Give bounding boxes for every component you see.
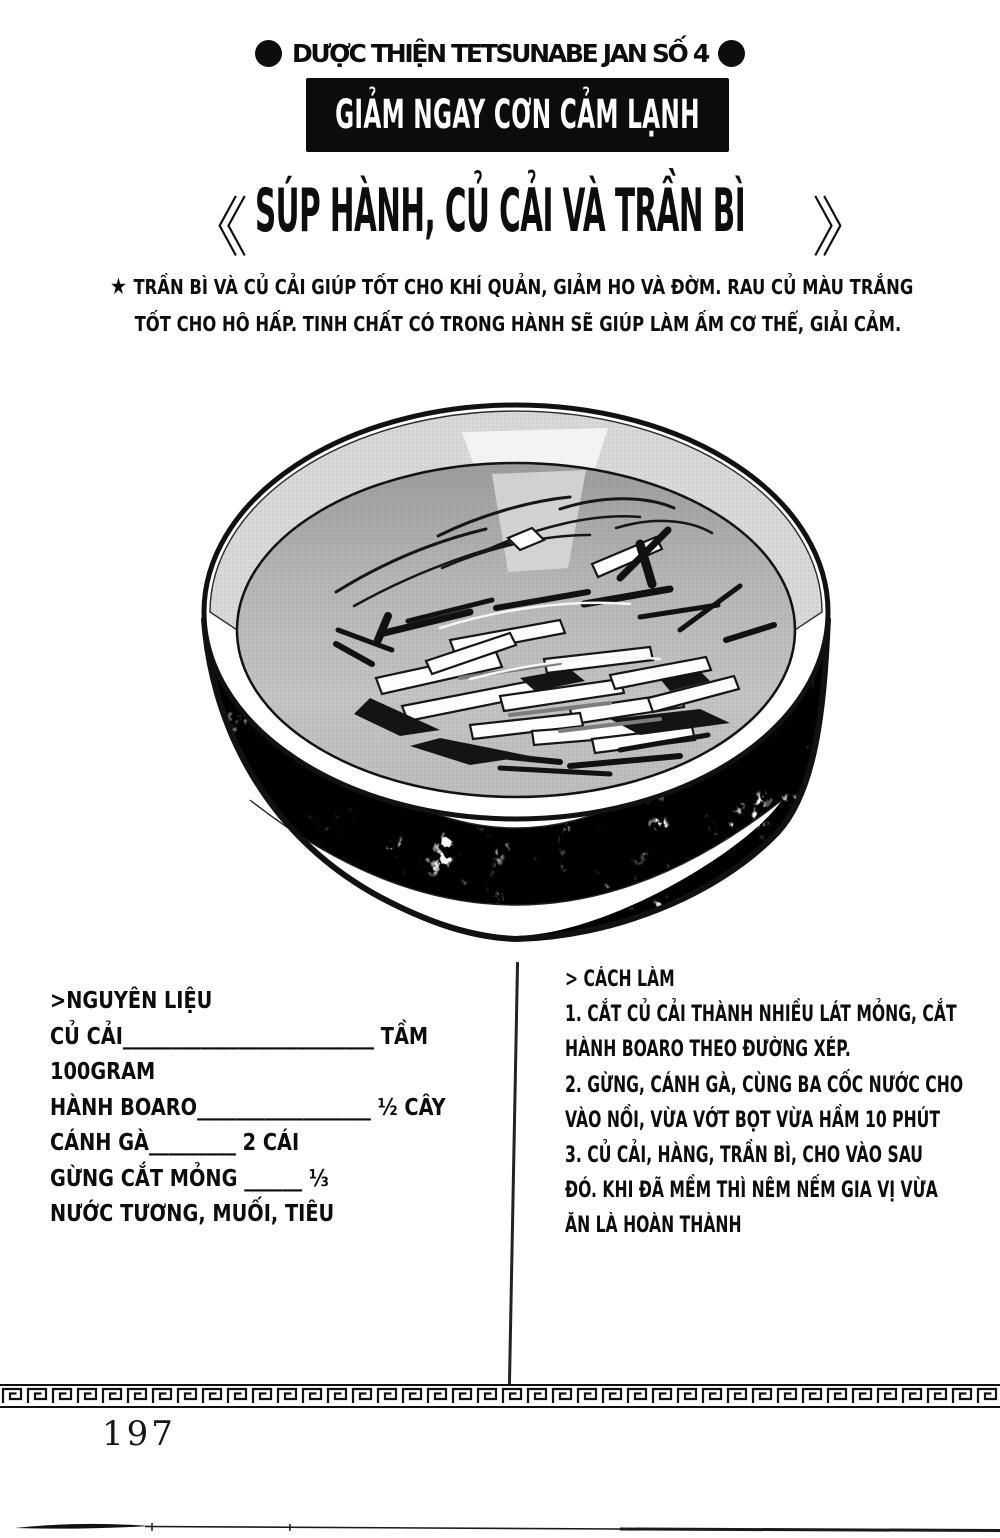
subtitle-banner-label: GIẢM NGAY CƠN CẢM LẠNH: [335, 92, 700, 138]
method-heading: > CÁCH LÀM: [565, 967, 675, 992]
method-line: HÀNH BOARO THEO ĐƯỜNG XÉP.: [565, 1037, 851, 1063]
intro-text: TRẦN BÌ VÀ CỦ CẢI GIÚP TỐT CHO KHÍ QUẢN, GIẢM HO VÀ ĐỜM. RAU CỦ MÀU TRẮNG: [133, 275, 914, 299]
soup-bowl-illustration: [140, 378, 890, 953]
method-line: 2. GỪNG, CÁNH GÀ, CÙNG BA CỐC NƯỚC CHO: [565, 1072, 964, 1098]
page-edge-line: [0, 1520, 1000, 1536]
meander-border: [0, 1383, 1000, 1409]
intro-note: [110, 269, 990, 343]
ingredient-line: HÀNH BOARO__________________ ½ CÂY: [50, 1094, 446, 1121]
ingredient-line: 100GRAM: [50, 1059, 156, 1085]
recipe-title: SÚP HÀNH, CỦ CẢI VÀ TRẦN BÌ: [255, 176, 746, 246]
ingredients-section: [50, 984, 520, 1233]
ingredients-heading: >NGUYÊN LIỆU: [50, 988, 213, 1014]
recipe-title-row: [0, 176, 1000, 267]
method-line: VÀO NỒI, VỪA VỚT BỌT VỪA HẦM 10 PHÚT: [565, 1107, 940, 1133]
star-icon: ★: [110, 274, 127, 300]
open-bracket-icon: 《: [186, 189, 249, 267]
ingredient-line: GỪNG CẮT MỎNG ______ ⅓: [50, 1165, 329, 1192]
method-line: ĂN LÀ HOÀN THÀNH: [565, 1213, 742, 1239]
intro-line: [110, 269, 914, 306]
ingredient-line: NƯỚC TƯƠNG, MUỐI, TIÊU: [50, 1201, 335, 1227]
close-bracket-icon: 》: [812, 189, 875, 267]
subtitle-banner: [306, 78, 729, 152]
series-header: [0, 36, 1000, 70]
method-line: 1. CẮT CỦ CẢI THÀNH NHIỀU LÁT MỎNG, CẮT: [565, 1002, 957, 1028]
method-line: 3. CỦ CẢI, HÀNG, TRẦN BÌ, CHO VÀO SAU: [565, 1143, 923, 1169]
method-line: ĐÓ. KHI ĐÃ MỀM THÌ NÊM NẾM GIA VỊ VỪA: [565, 1178, 938, 1204]
ingredient-line: CỦ CẢI__________________________ TẦM: [50, 1023, 429, 1050]
series-title: DƯỢC THIỆN TETSUNABE JAN SỐ 4: [291, 38, 709, 68]
bullet-icon: [718, 40, 745, 67]
page-number: 197: [102, 1414, 176, 1454]
intro-line: TỐT CHO HÔ HẤP. TINH CHẤT CÓ TRONG HÀNH SẼ GIÚP LÀM ẤM CƠ THỂ, GIẢI CẢM.: [134, 312, 902, 336]
method-section: [565, 962, 995, 1244]
ingredient-line: CÁNH GÀ_________ 2 CÁI: [50, 1130, 300, 1156]
bullet-icon: [255, 40, 282, 67]
